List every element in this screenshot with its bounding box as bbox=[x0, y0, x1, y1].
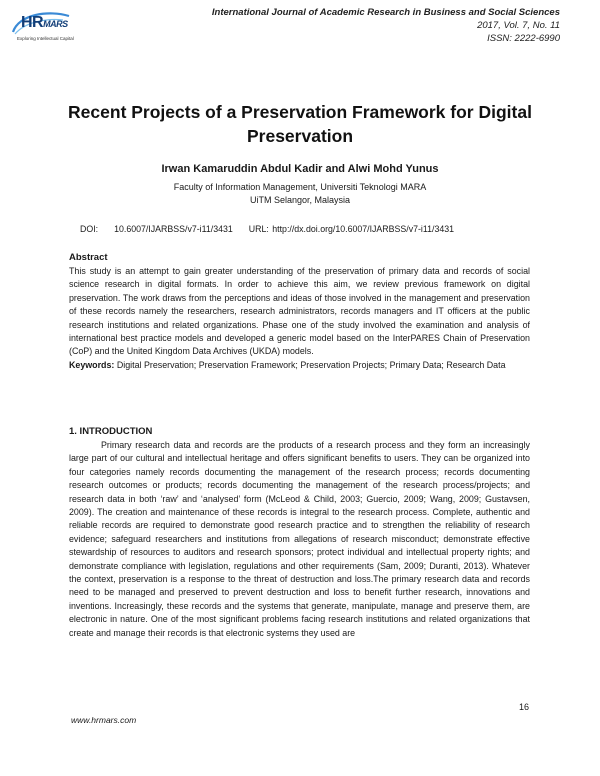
journal-issn: ISSN: 2222-6990 bbox=[487, 33, 560, 44]
page-number: 16 bbox=[518, 702, 529, 712]
title-line-1: Recent Projects of a Preservation Framework for Digital bbox=[68, 102, 532, 122]
doi-value[interactable]: 10.6007/IJARBSS/v7-i11/3431 bbox=[114, 224, 233, 234]
introduction-heading: 1. INTRODUCTION bbox=[69, 426, 153, 437]
introduction-text: Primary research data and records are the products of a research process and they form an increasingly large part of our cultural and intellectual heritage and offers significant benefits to users. They can be organized into four categories namely records documenting the management of the research process; records documenting research outcomes or products; records documenting the management of the research process/projects; and research data in both ‘raw’ and ‘analysed’ form (McLeod & Child, 2003; Guercio, 2009; Wang, 2009; Gustavsen, 2009). The creation and maintenance of these records is integral to the research process. Complete, authentic and reliable records are required to demonstrate good research practice and to strengthen the reliability of research evidence; safeguard researchers and institutions from allegations of research misconduct; demonstrate effective stewardship of resources to auditors and research sponsors; protect individual and intellectual property rights; and demonstrate compliance with legislation, regulations and other requirements (Sam, 2009; Duranti, 2013). Whatever the context, preservation is a response to the threat of destruction and loss.The primary research data and records need to be managed and preserved to prevent destruction and loss to benefit further research, innovations and inventions. Increasingly, these records and the systems that generate, manipulate, manage and preserve them, are electronic in nature. One of the most significant problems facing research institutions and related organizations that create and manage their records is that electronic systems they used are bbox=[69, 440, 530, 638]
url-value[interactable]: http://dx.doi.org/10.6007/IJARBSS/v7-i11/3431 bbox=[272, 224, 455, 234]
journal-header bbox=[212, 6, 560, 45]
abstract-heading: Abstract bbox=[69, 252, 108, 263]
journal-volume: 2017, Vol. 7, No. 11 bbox=[477, 20, 560, 31]
keywords bbox=[69, 359, 530, 372]
introduction-body bbox=[69, 439, 530, 640]
footer-url[interactable]: www.hrmars.com bbox=[71, 715, 137, 725]
abstract-body bbox=[69, 265, 530, 372]
journal-name: International Journal of Academic Research in Business and Social Sciences bbox=[211, 7, 560, 18]
affiliation-line-2: UiTM Selangor, Malaysia bbox=[249, 195, 351, 205]
url-label: URL: bbox=[248, 224, 269, 234]
doi-line bbox=[80, 224, 454, 234]
keywords-text: Digital Preservation; Preservation Framework; Preservation Projects; Primary Data; Research Data bbox=[116, 359, 506, 370]
paper-authors: Irwan Kamaruddin Abdul Kadir and Alwi Mohd Yunus bbox=[161, 163, 439, 175]
doi-label: DOI: bbox=[80, 224, 99, 234]
paper-title bbox=[40, 100, 560, 148]
logo-tagline: Exploring Intellectual Capital bbox=[17, 36, 74, 41]
logo-text: HRMARS bbox=[21, 14, 68, 31]
paper-affiliation bbox=[40, 181, 560, 207]
abstract-text: This study is an attempt to gain greater understanding of the preservation of primary data and records of social science research in digital formats. In order to achieve this aim, we review previous framework on digital preservation. The work draws from the perceptions and ideas of those involved in the management and preservation of these records namely the researchers, research administrators, records managers and IT officers at the public research institutions and related organizations. Phase one of the study involved the examination and analysis of international best practice models and developed a generic model based on the InterPARES Chain of Preservation (CoP) and the United Kingdom Data Archives (UKDA) models. bbox=[69, 266, 530, 357]
title-line-2: Preservation bbox=[246, 126, 354, 146]
affiliation-line-1: Faculty of Information Management, Universiti Teknologi MARA bbox=[173, 182, 427, 192]
keywords-label: Keywords: bbox=[69, 359, 115, 370]
hrmars-logo bbox=[9, 10, 99, 50]
